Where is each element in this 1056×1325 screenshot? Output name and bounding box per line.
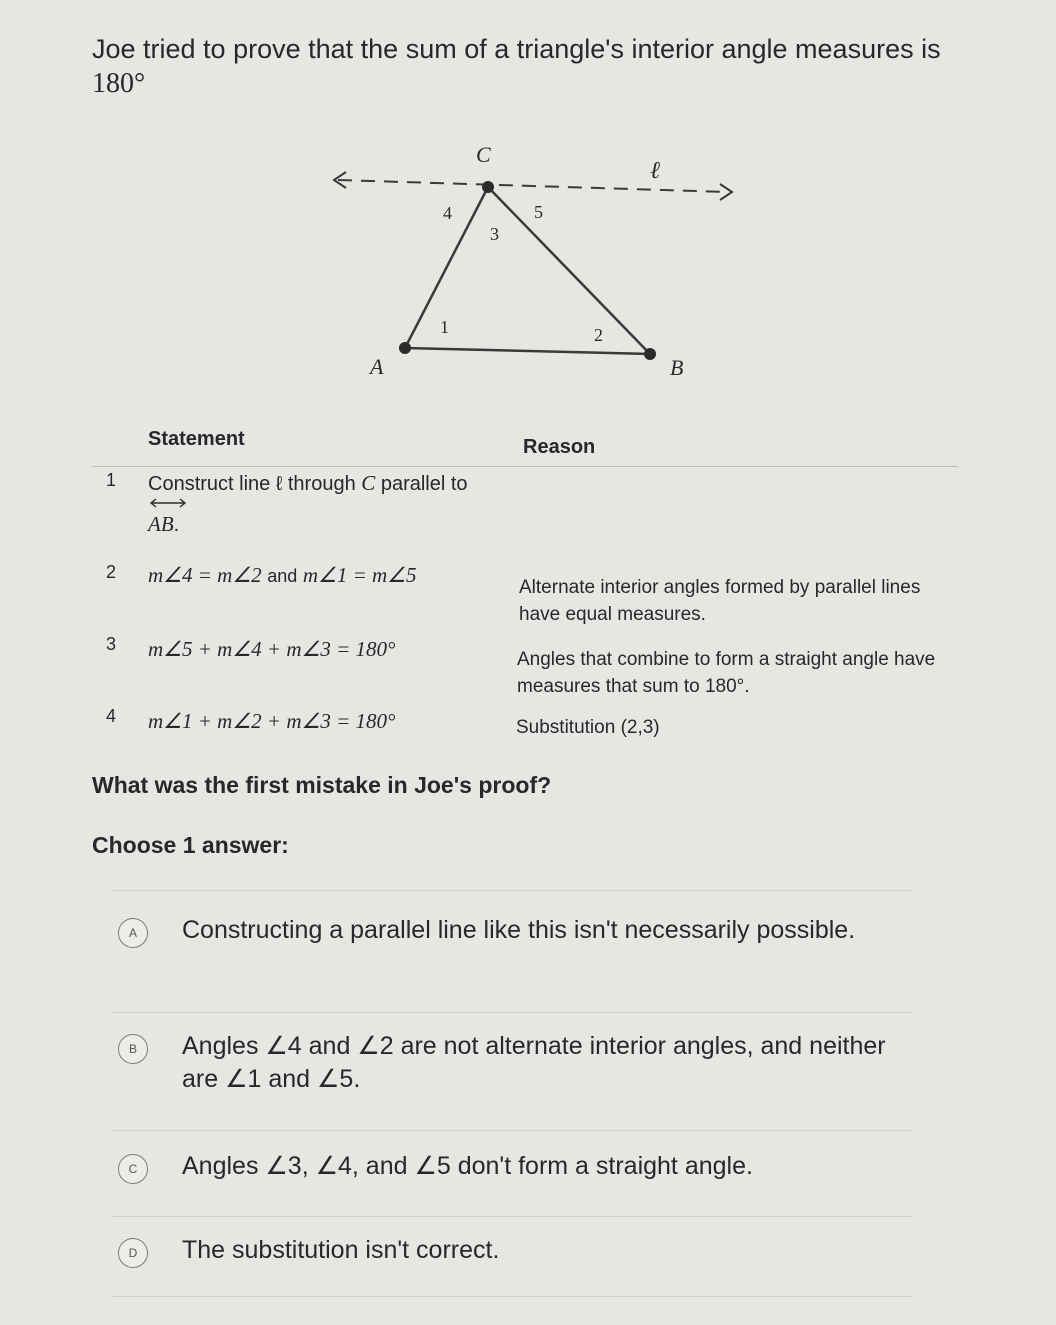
label-line-l: ℓ	[650, 158, 660, 184]
side-cb	[488, 187, 650, 354]
row-3-number: 3	[106, 634, 117, 654]
vertex-b-dot	[644, 348, 656, 360]
problem-prompt	[92, 32, 972, 101]
choice-divider	[112, 890, 912, 891]
choice-a-radio[interactable]: A	[118, 918, 148, 948]
choice-divider	[112, 1012, 912, 1013]
row-1-number: 1	[106, 470, 117, 490]
choice-a[interactable]	[112, 912, 912, 992]
row-4-number: 4	[106, 706, 117, 726]
prompt-value: 180°	[92, 68, 146, 99]
angle-label-1: 1	[440, 317, 449, 337]
angle-label-2: 2	[594, 325, 603, 345]
row-1-statement	[148, 470, 508, 538]
row-1-statement-post: parallel to	[380, 473, 468, 495]
prompt-text: Joe tried to prove that the sum of a triangle's interior angle measures is	[92, 34, 941, 64]
row-2-statement-and: and	[267, 566, 298, 586]
vertex-c-dot	[482, 181, 494, 193]
row-3-reason: Angles that combine to form a straight angle have measures that sum to 180°.	[517, 649, 936, 697]
question-text: What was the first mistake in Joe's proof?	[92, 772, 552, 798]
row-1-statement-var: C	[361, 471, 376, 495]
choice-b-text: Angles ∠4 and ∠2 are not alternate interior angles, and neither are ∠1 and ∠5.	[182, 1032, 886, 1093]
label-c: C	[476, 142, 491, 167]
row-2-number: 2	[106, 562, 117, 582]
vertex-a-dot	[399, 342, 411, 354]
choice-a-text: Constructing a parallel line like this isn't necessarily possible.	[182, 916, 856, 944]
statement-header: Statement	[148, 428, 245, 450]
choice-c-radio[interactable]: C	[118, 1154, 148, 1184]
right-arrow-icon	[720, 184, 732, 200]
label-a: A	[370, 354, 384, 379]
choice-c-text: Angles ∠3, ∠4, and ∠5 don't form a straight angle.	[182, 1152, 753, 1180]
row-2-reason: Alternate interior angles formed by parallel lines have equal measures.	[519, 577, 921, 625]
row-1-statement-pre: Construct line ℓ through	[148, 473, 356, 495]
row-3-statement	[148, 636, 508, 663]
label-b: B	[670, 355, 684, 380]
choice-d[interactable]	[112, 1234, 912, 1284]
triangle-figure	[310, 130, 750, 390]
choose-label: Choose 1 answer:	[92, 832, 289, 858]
row-1-line-ab: AB	[148, 512, 174, 536]
row-4-reason: Substitution (2,3)	[516, 717, 660, 738]
choice-b[interactable]	[112, 1030, 912, 1110]
row-2-statement-b: m∠1 = m∠5	[302, 563, 417, 587]
angle-label-5: 5	[534, 202, 543, 222]
parallel-line-l	[338, 180, 728, 192]
row-4-statement-math: m∠1 + m∠2 + m∠3 = 180°	[148, 709, 396, 733]
row-3-statement-math: m∠5 + m∠4 + m∠3 = 180°	[148, 637, 396, 661]
choice-c[interactable]	[112, 1148, 912, 1198]
row-2-statement	[148, 562, 508, 589]
angle-label-4: 4	[443, 203, 452, 223]
choice-d-text: The substitution isn't correct.	[182, 1236, 500, 1264]
choice-divider	[112, 1130, 912, 1131]
choice-divider	[112, 1296, 912, 1297]
line-overhead-arrow-icon	[148, 497, 188, 509]
angle-label-3: 3	[490, 224, 499, 244]
side-ab	[405, 348, 650, 354]
row-2-statement-a: m∠4 = m∠2	[148, 563, 262, 587]
choice-d-radio[interactable]: D	[118, 1238, 148, 1268]
row-4-statement	[148, 708, 508, 735]
table-header-divider	[92, 466, 958, 467]
reason-header: Reason	[523, 436, 596, 458]
line-ab-notation: AB.	[148, 497, 179, 538]
choice-b-radio[interactable]: B	[118, 1034, 148, 1064]
choice-divider	[112, 1216, 912, 1217]
